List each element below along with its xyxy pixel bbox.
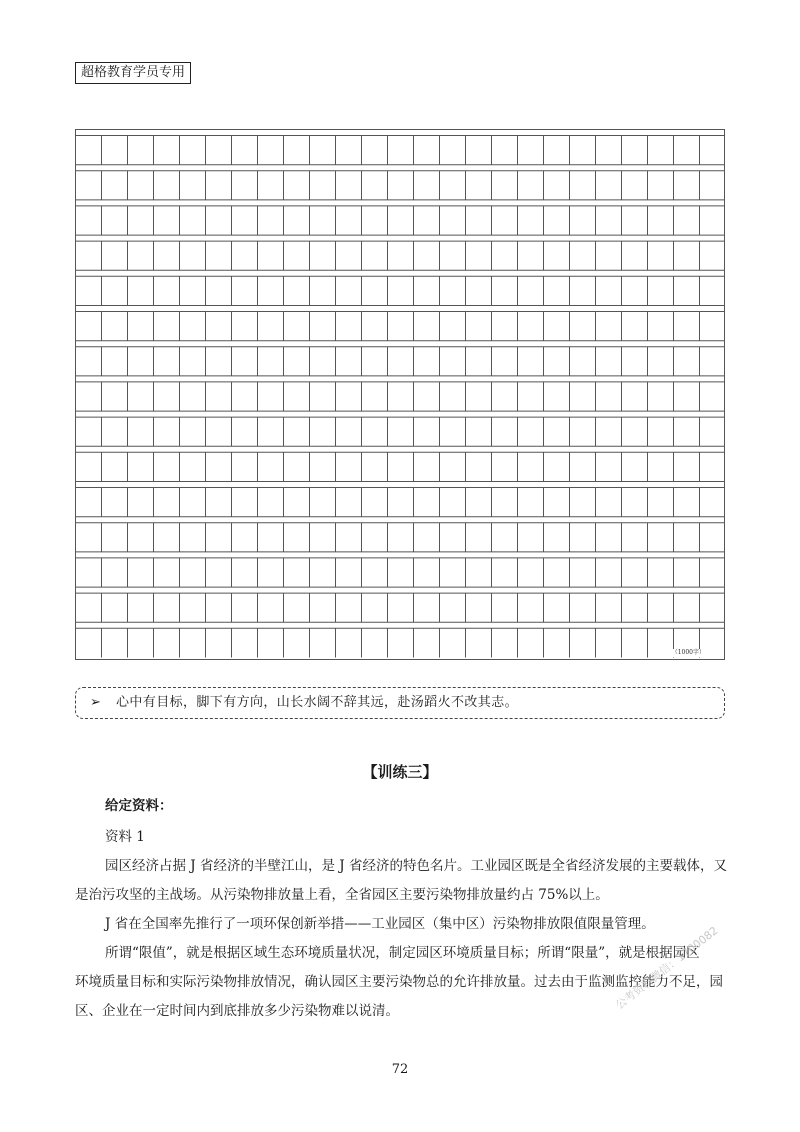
section-title: 【训练三】 (362, 763, 438, 781)
essay-answer-grid[interactable] (75, 129, 725, 660)
page-number: 72 (391, 1062, 409, 1077)
material-label: 资料 1 (105, 829, 145, 845)
paragraph-1-line-1: 园区经济占据 J 省经济的半壁江山，是 J 省经济的特色名片。工业园区既是全省经济发展的主要载体，又 (105, 858, 727, 874)
watermark: 公考资料微信：1700082 (613, 924, 721, 1012)
given-materials-label: 给定资料： (105, 798, 173, 814)
paragraph-3-line-2: 环境质量目标和实际污染物排放情况，确认园区主要污染物总的允许排放量。过去由于监测监控能力不足，园 (75, 974, 723, 990)
motto-text: 心中有目标，脚下有方向，山长水阔不辞其远，赴汤蹈火不改其志。 (116, 695, 519, 710)
header-label: 超格教育学员专用 (75, 62, 191, 84)
paragraph-1-line-2: 是治污攻坚的主战场。从污染物排放量上看，全省园区主要污染物排放量约占 75%以上。 (75, 887, 609, 903)
word-count-label: （1000字） (671, 649, 705, 656)
paragraph-3-line-3: 区、企业在一定时间内到底排放多少污染物难以说清。 (75, 1003, 399, 1019)
arrow-bullet-icon: ➢ (90, 695, 101, 710)
paragraph-2-line-1: J 省在全国率先推行了一项环保创新举措——工业园区（集中区）污染物排放限值限量管理。 (105, 916, 655, 932)
paragraph-3-line-1: 所谓“限值”，就是根据区域生态环境质量状况，制定园区环境质量目标；所谓“限量”，就是根据园区 (105, 945, 700, 961)
motto-box (75, 687, 725, 719)
grid-border (76, 130, 725, 660)
grid-lines (75, 129, 725, 660)
